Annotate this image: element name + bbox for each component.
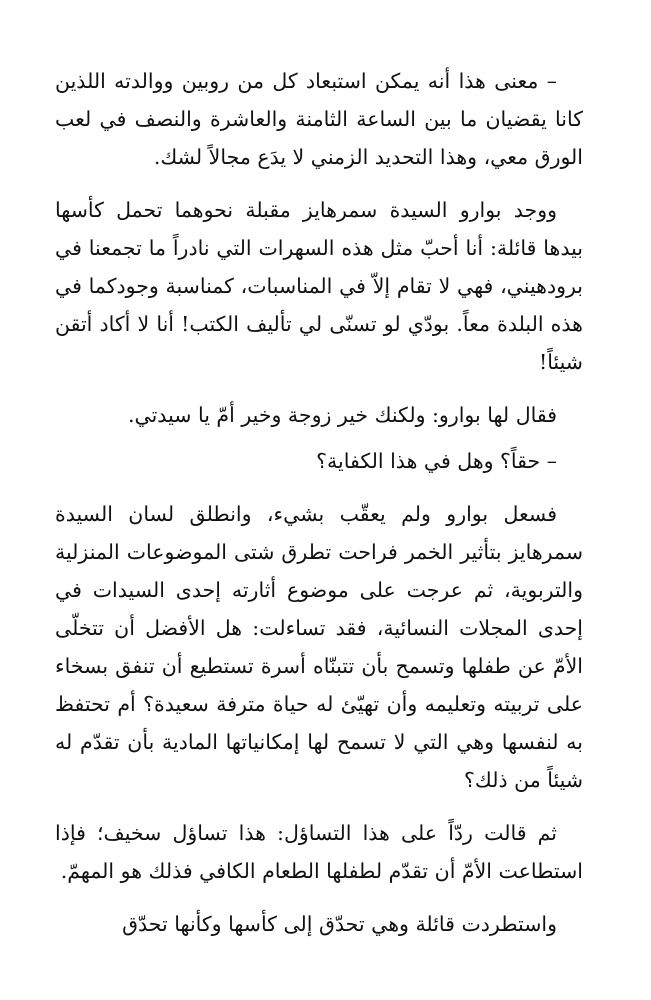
paragraph: ووجد بوارو السيدة سمرهايز مقبلة نحوهما تحمل كأسها بيدها قائلة: أنا أحبّ مثل هذه السهرات التي نادراً ما تجمعنا في برودهيني، فهي لا تقام إلاّ في المناسبات، كمناسبة وجودكما في هذه البلدة معاً. بودّي لو تسنّى لي تأليف الكتب! أنا لا أكاد أتقن شيئاً! [55, 198, 583, 374]
paragraph: – حقاً؟ وهل في هذا الكفاية؟ [316, 449, 557, 473]
paragraph: فسعل بوارو ولم يعقّب بشيء، وانطلق لسان السيدة سمرهايز بتأثير الخمر فراحت تطرق شتى الموضوعات المنزلية والتربوية، ثم عرجت على موضوع أثارته إحدى السيدات في إحدى المجلات النسائية، فقد تساءلت: هل الأفضل أن تتخلّى الأمّ عن طفلها وتسمح بأن تتبنّاه أسرة تستطيع أن تنفق بسخاء على تربيته وتعليمه وأن تهيّئ له حياة مترفة سعيدة؟ أم تحتفظ به لنفسها وهي التي لا تسمح لها إمكانياتها المادية بأن تقدّم له شيئاً من ذلك؟ [55, 502, 583, 792]
paragraph: واستطردت قائلة وهي تحدّق إلى كأسها وكأنها تحدّق [122, 912, 557, 936]
paragraph: فقال لها بوارو: ولكنك خير زوجة وخير أمّ يا سيدتي. [128, 403, 557, 427]
paragraph: – معنى هذا أنه يمكن استبعاد كل من روبين ووالدته اللذين كانا يقضيان ما بين الساعة الثامنة والعاشرة والنصف في لعب الورق معي، وهذا التحديد الزمني لا يدَع مجالاً لشك. [55, 69, 583, 169]
paragraph: ثم قالت ردّاً على هذا التساؤل: هذا تساؤل سخيف؛ فإذا استطاعت الأمّ أن تقدّم لطفلها الطعام الكافي فذلك هو المهمّ. [55, 821, 583, 883]
book-page [55, 62, 583, 958]
